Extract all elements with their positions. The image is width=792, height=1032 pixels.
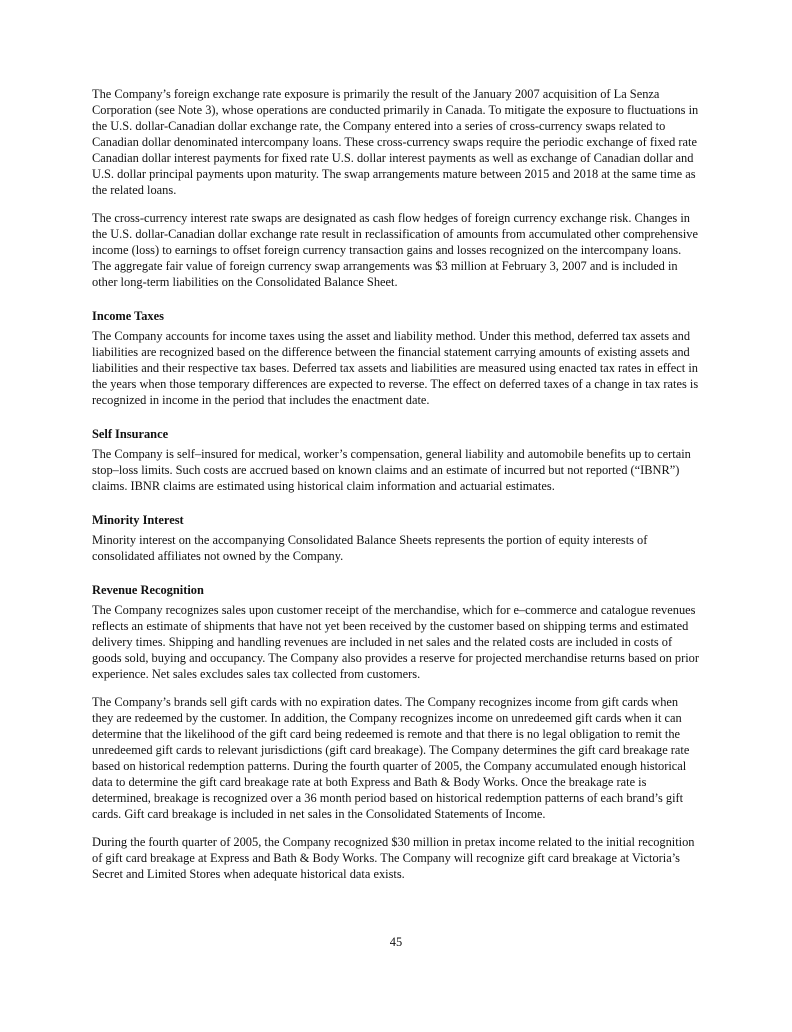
minority-interest-paragraph: Minority interest on the accompanying Consolidated Balance Sheets represents the portion of equity interests of consolidated affiliates not owned by the Company.	[92, 533, 648, 563]
cross-currency-swaps-paragraph: The cross-currency interest rate swaps are designated as cash flow hedges of foreign currency exchange risk. Changes in the U.S. dollar-Canadian dollar exchange rate result in reclassification of amounts from accumulated other comprehensive income (loss) to earnings to offset foreign currency transaction gains and losses recognized on the intercompany loans. The aggregate fair value of foreign currency swap arrangements was $3 million at February 3, 2007 and is included in other long-term liabilities on the Consolidated Balance Sheet.	[92, 211, 698, 289]
self-insurance-heading: Self Insurance	[92, 427, 169, 441]
income-taxes-heading: Income Taxes	[92, 309, 164, 323]
income-taxes-paragraph: The Company accounts for income taxes using the asset and liability method. Under this method, deferred tax assets and liabilities are recognized based on the difference between the financial statement carrying amounts of existing assets and liabilities and their respective tax bases. Deferred tax assets and liabilities are measured using enacted tax rates in effect in the years when those temporary differences are expected to reverse. The effect on deferred taxes of a change in tax rates is recognized in income in the period that includes the enactment date.	[92, 329, 699, 407]
fx-exposure-paragraph: The Company’s foreign exchange rate exposure is primarily the result of the January 2007 acquisition of La Senza Corporation (see Note 3), whose operations are conducted primarily in Canada. To mitigate the exposure to fluctuations in the U.S. dollar-Canadian dollar exchange rate, the Company entered into a series of cross-currency swaps related to Canadian dollar denominated intercompany loans. These cross-currency swaps require the periodic exchange of fixed rate Canadian dollar interest payments for fixed rate U.S. dollar interest payments as well as exchange of Canadian dollar and U.S. dollar principal payments upon maturity. The swap arrangements mature between 2015 and 2018 at the same time as the related loans.	[92, 87, 699, 197]
gift-card-paragraph: The Company’s brands sell gift cards with no expiration dates. The Company recognizes income from gift cards when they are redeemed by the customer. In addition, the Company recognizes income on unredeemed gift cards when it can determine that the likelihood of the gift card being redeemed is remote and that there is no legal obligation to remit the unredeemed gift cards to relevant jurisdictions (gift card breakage). The Company determines the gift card breakage rate based on historical redemption patterns. During the fourth quarter of 2005, the Company accumulated enough historical data to determine the gift card breakage rate at both Express and Bath & Body Works. Once the breakage rate is determined, breakage is recognized over a 36 month period based on historical redemption patterns of each brand’s gift cards. Gift card breakage is included in net sales in the Consolidated Statements of Income.	[92, 695, 690, 821]
revenue-recognition-heading: Revenue Recognition	[92, 583, 204, 597]
document-page	[92, 86, 702, 894]
self-insurance-paragraph: The Company is self–insured for medical, worker’s compensation, general liability and automobile benefits up to certain stop–loss limits. Such costs are accrued based on known claims and an estimate of incurred but not reported (“IBNR”) claims. IBNR claims are estimated using historical claim information and actuarial estimates.	[92, 447, 691, 493]
minority-interest-heading: Minority Interest	[92, 513, 184, 527]
gift-card-breakage-paragraph: During the fourth quarter of 2005, the Company recognized $30 million in pretax income related to the initial recognition of gift card breakage at Express and Bath & Body Works. The Company will recognize gift card breakage at Victoria’s Secret and Limited Stores when adequate historical data exists.	[92, 835, 695, 881]
page-number: 45	[389, 935, 403, 949]
revenue-recognition-paragraph-1: The Company recognizes sales upon customer receipt of the merchandise, which for e–commerce and catalogue revenues reflects an estimate of shipments that have not yet been received by the customer based on shipping terms and estimated delivery times. Shipping and handling revenues are included in net sales and the related costs are included in costs of goods sold, buying and occupancy. The Company also provides a reserve for projected merchandise returns based on prior experience. Net sales excludes sales tax collected from customers.	[92, 603, 699, 681]
